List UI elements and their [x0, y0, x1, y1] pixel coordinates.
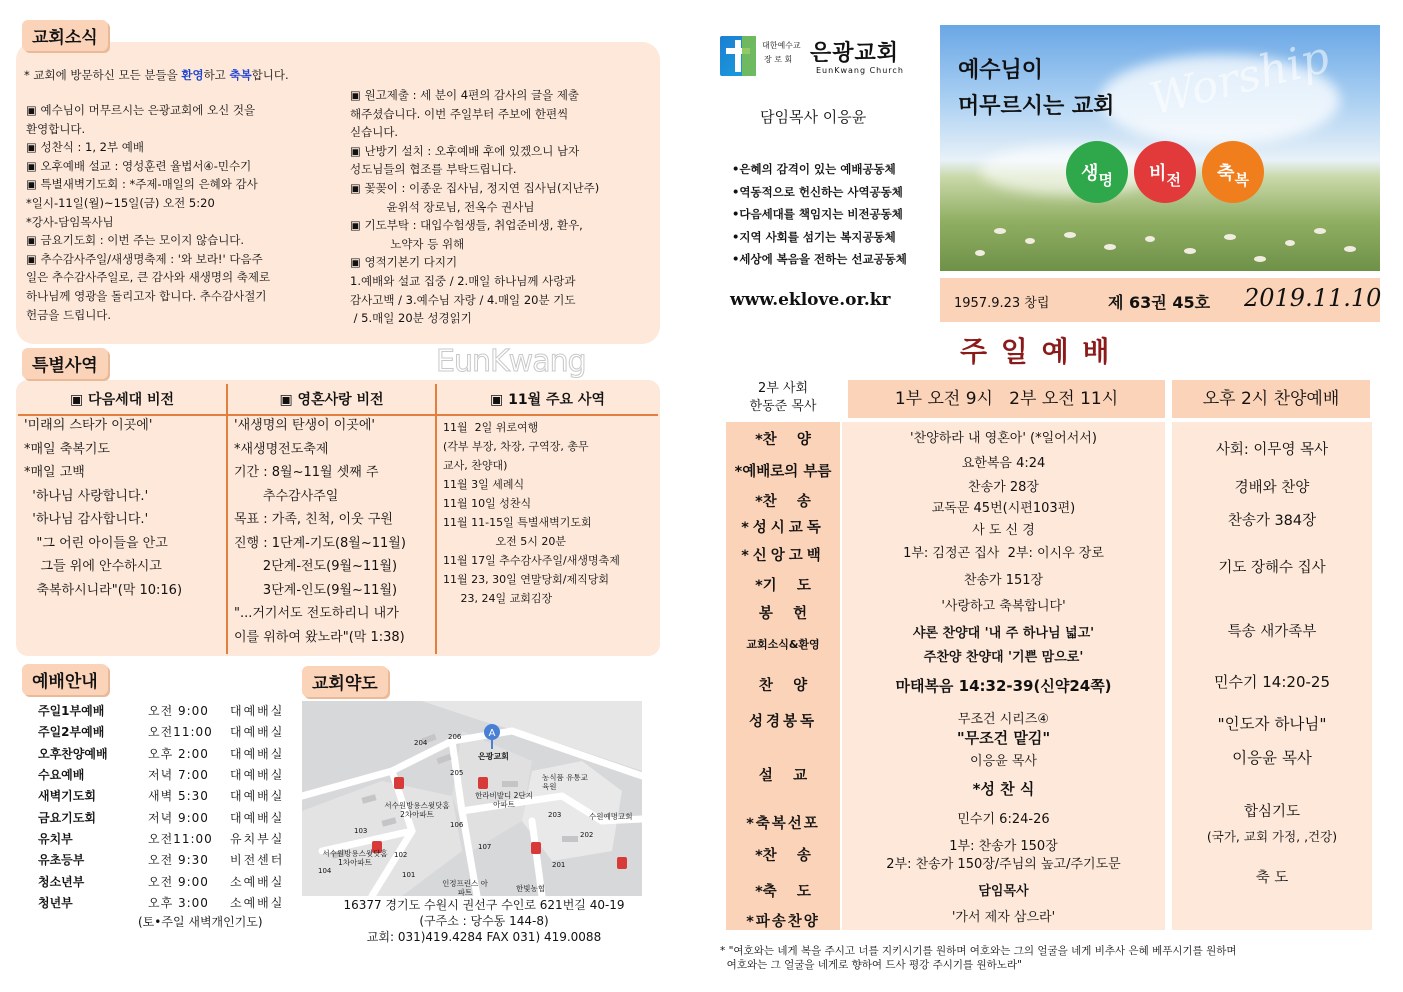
news-welcome: [24, 66, 289, 84]
news-line: 일은 추수감사주일로, 큰 감사와 새생명의 축제로: [26, 270, 271, 285]
morning-entry: 주찬양 찬양대 '기쁜 맘으로': [923, 650, 1084, 665]
banner-image: [940, 25, 1380, 271]
schedule-row: [38, 743, 298, 764]
map-label-202: 202: [580, 831, 594, 839]
schedule-row: [38, 700, 298, 721]
news-line: ▣ 기도부탁 : 대입수험생들, 취업준비생, 환우,: [350, 218, 583, 233]
news-line: 싣습니다.: [350, 125, 399, 140]
order-item: 봉 헌: [758, 606, 808, 622]
map-label-203: 203: [548, 811, 562, 819]
welcome-word-1: 환영: [181, 68, 204, 82]
news-line: ▣ 추수감사주일/새생명축제 : '와 보라!' 다음주: [26, 251, 263, 266]
afternoon-entry: 축 도: [1255, 870, 1289, 886]
sheep-field: [940, 201, 1380, 271]
map-label-apt1: 서수원방용스윗닷홈 2차아파트: [384, 801, 450, 819]
svg-text:A: A: [488, 728, 496, 739]
schedule-row: [38, 785, 298, 806]
vision-column-3: [437, 384, 658, 654]
service-info-title: 예배안내: [22, 664, 108, 695]
circle-life: [1066, 141, 1128, 203]
morning-entry: 요한복음 4:24: [961, 456, 1046, 471]
column-line: 그들 위에 안수하시고: [24, 559, 162, 574]
schedule-row: [38, 870, 298, 891]
map-label-suwon-church: 수원예명교회: [589, 812, 633, 821]
column-line: 11월 23, 30일 연말당회/제직당회: [443, 573, 609, 586]
news-line: ▣ 오후예배 설교 : 영성훈련 율법서④-민수기: [26, 158, 252, 173]
schedule-name: 청년부: [38, 895, 73, 910]
schedule-time: 저녁 7:00: [148, 768, 209, 783]
order-item: *파송찬양: [746, 914, 820, 930]
news-line: 헌금을 드립니다.: [26, 307, 112, 322]
church-name-en: EunKwang Church: [816, 66, 904, 75]
morning-entry: 담임목사: [978, 884, 1029, 899]
map-label-102: 102: [394, 851, 408, 859]
morning-entry: *성 찬 식: [972, 780, 1035, 798]
morning-entry: 찬송가 151장: [963, 573, 1044, 588]
column-line: '하나님 사랑합니다.': [24, 488, 149, 504]
map-label-107: 107: [478, 843, 492, 851]
schedule-place: 대예배실: [230, 810, 285, 825]
column-header: ▣ 영혼사랑 비전: [228, 384, 435, 416]
map-label-205: 205: [450, 769, 464, 777]
pastor-line: [760, 106, 866, 127]
church-logo: [720, 36, 920, 78]
column-line: 진행 : 1단계-기도(8월~11월): [234, 535, 406, 551]
column-line: 목표 : 가족, 친척, 이웃 구원: [234, 512, 393, 527]
sunday-service-title: 주 일 예 배: [960, 335, 1112, 368]
schedule-place: 소예배실: [230, 874, 285, 889]
column-header: ▣ 다음세대 비전: [18, 384, 226, 416]
schedule-place: 대예배실: [230, 746, 285, 761]
afternoon-header: 오후 2시 찬양예배: [1172, 380, 1370, 418]
schedule-time: 오전11:00: [148, 725, 213, 740]
map-label-104: 104: [318, 867, 332, 875]
welcome-text-mid: 하고: [203, 68, 230, 82]
issue-bar: [940, 278, 1380, 322]
order-item: *찬 송: [755, 494, 811, 510]
circle-vision: [1134, 141, 1196, 203]
news-line: 해주셨습니다. 이번 주일부터 주보에 한편씩: [350, 106, 569, 121]
logo-sub2: 장 로 회: [764, 55, 793, 64]
welcome-word-2: 축복: [229, 68, 252, 82]
column-line: *새생명전도축제: [234, 441, 329, 457]
circle-blessing-b: 복: [1234, 170, 1249, 189]
watermark-text: EunKwang: [436, 344, 586, 379]
benediction-footnote-1: * "여호와는 네게 복을 주시고 너를 지키시기를 원하며 여호와는 그의 얼굴을 네게 비추사 은혜 베푸시기를 원하며: [720, 945, 1237, 957]
schedule-name: 주일2부예배: [38, 725, 105, 740]
vision-column-1: [18, 384, 226, 654]
column-line: '하나님 감사합니다.': [24, 512, 149, 527]
schedule-row: [38, 764, 298, 785]
circle-blessing: [1202, 141, 1264, 203]
pastor-label: 담임목사: [760, 108, 818, 126]
vision-column-2: [228, 384, 435, 654]
news-line: *일시-11일(월)~15일(금) 오전 5:20: [26, 195, 215, 210]
banner-line1: 예수님이: [958, 58, 1044, 83]
circle-life-b: 명: [1098, 170, 1113, 189]
order-item: 설 교: [758, 768, 808, 784]
afternoon-entry: 찬송가 384장: [1227, 513, 1317, 529]
news-line: 환영합니다.: [26, 121, 86, 136]
map-label-apt3: 서수원방용스윗닷홈 1차아파트: [322, 849, 388, 867]
news-right-column: [350, 86, 652, 328]
schedule-place: 소예배실: [230, 895, 285, 910]
morning-entry: 1부: 찬송가 150장: [949, 839, 1058, 854]
news-line: ▣ 예수님이 머무르시는 은광교회에 오신 것을: [26, 103, 256, 117]
morning-entry: 샤론 찬양대 '내 주 하나님 넓고': [912, 626, 1095, 641]
order-item: 성경봉독: [748, 714, 818, 730]
vision-bullet: •세상에 복음을 전하는 선교공동체: [732, 252, 907, 266]
column-line: *매일 고백: [24, 465, 85, 480]
morning-entry: '가서 제자 삼으라': [951, 910, 1056, 925]
column-line: 기간 : 8월~11월 셋째 주: [234, 465, 379, 480]
benediction-footnote-2: 여호와는 그 얼굴을 네게로 향하여 드사 평강 주시기를 원하노라": [720, 959, 1022, 971]
founded-date: 1957.9.23 창립: [954, 296, 1050, 311]
schedule-time: 오전 9:00: [148, 704, 209, 719]
church-name: 은광교회: [810, 41, 900, 66]
schedule-name: 주일1부예배: [38, 704, 105, 719]
schedule-name: 수요예배: [38, 768, 85, 783]
afternoon-entry: "인도자 하나님": [1217, 715, 1327, 733]
morning-order: [842, 422, 1165, 930]
news-line: *강사-담임목사님: [26, 214, 114, 229]
worship-script: Worship: [1144, 31, 1335, 126]
order-item: *성시교독: [741, 520, 825, 536]
morning-entry: 2부: 찬송가 150장/주님의 높고/주기도문: [886, 857, 1121, 872]
schedule-time: 저녁 9:00: [148, 810, 209, 825]
column-line: '새생명의 탄생이 이곳에': [234, 418, 375, 433]
schedule-row: [38, 849, 298, 870]
map-old-address: (구주소 : 당수동 144-8): [419, 914, 549, 928]
morning-entry: 마태복음 14:32-39(신약24쪽): [895, 677, 1112, 695]
map-address: 16377 경기도 수원시 권선구 수인로 621번길 40-19: [343, 898, 625, 912]
afternoon-order: [1172, 422, 1372, 930]
schedule-name: 오후찬양예배: [38, 746, 108, 761]
special-title: 특별사역: [22, 348, 108, 379]
column-line: 2단계-전도(9월~11월): [234, 559, 398, 574]
column-line: *매일 축복기도: [24, 441, 110, 457]
column-line: "그 어린 아이들을 안고: [24, 535, 168, 551]
volume-number: 제 63권 45호: [1108, 293, 1211, 312]
afternoon-entry: 경배와 찬양: [1234, 480, 1310, 496]
schedule-time: 오후 3:00: [148, 895, 209, 910]
order-item: *찬 송: [755, 848, 811, 864]
morning-entry: 이응윤 목사: [970, 754, 1037, 769]
column-line: 11월 11-15일 특별새벽기도회: [443, 516, 592, 529]
map-label-204: 204: [414, 739, 428, 747]
news-line: 노약자 등 위해: [350, 236, 465, 251]
order-items: [726, 422, 840, 930]
schedule-time: 새벽 5:30: [148, 789, 209, 804]
map-label-apt4: 인정프린스 아파트: [442, 879, 488, 896]
schedule-place: 대예배실: [230, 725, 285, 740]
host-name: 한동준 목사: [749, 399, 817, 414]
vision-bullet: •역동적으로 헌신하는 사역공동체: [732, 184, 903, 199]
map-phone: 교회: 031)419.4284 FAX 031) 419.0088: [366, 930, 602, 944]
vision-bullet: •지역 사회를 섬기는 복지공동체: [732, 229, 896, 244]
news-line: 성도님들의 협조를 부탁드립니다.: [350, 162, 517, 177]
news-line: 1.예배와 설교 집중 / 2.매일 하나님께 사랑과: [350, 273, 576, 288]
map-title: 교회약도: [302, 666, 388, 697]
morning-entry: 민수기 6:24-26: [957, 812, 1050, 827]
morning-entry: '찬양하라 내 영혼아' (*일어서서): [910, 431, 1097, 446]
schedule-row: [38, 721, 298, 742]
news-line: / 5.매일 20분 성경읽기: [350, 311, 472, 326]
map-label-106: 106: [450, 821, 464, 829]
schedule-row: [38, 828, 298, 849]
church-vision-list: [732, 158, 907, 271]
map-label-church: 은광교회: [478, 752, 509, 761]
order-item: *축 도: [755, 884, 811, 900]
welcome-text-pre: * 교회에 방문하신 모든 분들을: [24, 68, 182, 82]
service-schedule: [38, 700, 298, 913]
news-line: ▣ 성찬식 : 1, 2부 예배: [26, 140, 144, 155]
map-label-market: 농식품 유통교육원: [542, 773, 588, 791]
news-line: 하나님께 영광을 돌리고자 합니다. 추수감사절기: [26, 288, 267, 303]
order-item: *찬 양: [755, 432, 811, 448]
schedule-name: 유초등부: [38, 853, 85, 868]
circle-blessing-a: 축: [1217, 163, 1235, 184]
order-item: 교회소식&환영: [746, 638, 820, 651]
afternoon-entry: 사회: 이무영 목사: [1215, 442, 1329, 458]
morning-entry: 교독문 45번(시편103편): [931, 501, 1076, 516]
column-line: 11월 3일 세례식: [443, 478, 525, 491]
schedule-name: 새벽기도회: [38, 789, 96, 804]
website-link[interactable]: www.eklove.or.kr: [730, 290, 891, 310]
order-item: *신앙고백: [741, 548, 825, 564]
order-item: 찬 양: [758, 678, 808, 694]
column-line: 이를 위하여 왔노라"(막 1:38): [234, 629, 405, 645]
schedule-place: 대예배실: [230, 789, 285, 804]
schedule-name: 유치부: [38, 831, 73, 846]
schedule-time: 오후 2:00: [148, 746, 209, 761]
schedule-place: 대예배실: [230, 704, 285, 719]
schedule-name: 청소년부: [38, 874, 85, 889]
map-label-206: 206: [448, 733, 462, 741]
news-line: ▣ 난방기 설치 : 오후예배 후에 있겠으니 남자: [350, 143, 580, 158]
order-item: *예배로의 부름: [734, 464, 832, 480]
welcome-text-post: 합니다.: [251, 68, 289, 82]
schedule-note: (토•주일 새벽개인기도): [138, 915, 263, 929]
news-left-column: [26, 101, 338, 324]
news-line: ▣ 영적기본기 다지기: [350, 255, 458, 270]
morning-entry: "무조건 맡김": [956, 729, 1051, 747]
column-line: 3단계-인도(9월~11월): [234, 582, 398, 598]
circle-vision-b: 전: [1166, 170, 1181, 189]
vision-bullet: •다음세대를 책임지는 비전공동체: [732, 207, 903, 221]
column-line: 11월 10일 성찬식: [443, 497, 532, 510]
column-header: ▣ 11월 주요 사역: [437, 384, 658, 416]
schedule-place: 비전센터: [230, 853, 285, 868]
news-line: 감사고백 / 3.예수님 자랑 / 4.매일 20분 기도: [350, 292, 576, 307]
column-line: 23, 24일 교회김장: [443, 592, 553, 605]
column-line: 교사, 찬양대): [443, 459, 508, 472]
schedule-time: 오전11:00: [148, 831, 213, 846]
afternoon-entry: 이응윤 목사: [1232, 749, 1312, 767]
column-line: 11월 17일 추수감사주일/새생명축제: [443, 554, 620, 567]
column-line: (각부 부장, 차장, 구역장, 총무: [443, 440, 589, 453]
morning-header: 1부 오전 9시 2부 오전 11시: [848, 380, 1165, 418]
schedule-name: 금요기도회: [38, 810, 96, 825]
afternoon-entry: (국가, 교회 가정, ,건강): [1206, 829, 1338, 844]
circle-vision-a: 비: [1149, 163, 1167, 184]
map-label-bank: 한빛농협: [516, 884, 545, 893]
afternoon-entry: 합심기도: [1243, 804, 1301, 820]
morning-entry: 무조건 시리즈④: [957, 712, 1050, 727]
schedule-place: 유치부실: [230, 831, 285, 846]
map-label-103: 103: [354, 827, 368, 835]
church-map[interactable]: [302, 701, 642, 896]
morning-entry: 사 도 신 경: [972, 523, 1035, 538]
column-line: 오전 5시 20분: [443, 535, 566, 548]
banner-line2: 머무르시는 교회: [958, 94, 1115, 119]
news-line: ▣ 꽃꽂이 : 이종운 집사님, 정지연 집사님(지난주): [350, 180, 600, 195]
issue-date: 2019.11.10: [1244, 284, 1382, 312]
morning-entry: 찬송가 28장: [968, 480, 1039, 495]
column-line: 추수감사주일: [234, 488, 339, 504]
afternoon-entry: 민수기 14:20-25: [1214, 673, 1330, 691]
order-item: *축복선포: [746, 816, 820, 832]
column-line: 11월 2일 위로여행: [443, 421, 539, 434]
news-line: 윤위석 장로님, 전옥수 권사님: [350, 199, 535, 214]
morning-entry: '사랑하고 축복합니다': [941, 599, 1066, 614]
afternoon-entry: 기도 장해수 집사: [1218, 560, 1326, 576]
morning-entry: 1부: 김정곤 집사 2부: 이시우 장로: [903, 546, 1104, 561]
news-line: ▣ 금요기도회 : 이번 주는 모이지 않습니다.: [26, 233, 245, 248]
schedule-time: 오전 9:00: [148, 874, 209, 889]
schedule-time: 오전 9:30: [148, 853, 209, 868]
map-label-101: 101: [402, 871, 416, 879]
schedule-row: [38, 892, 298, 913]
host-label: 2부 사회: [757, 381, 809, 396]
cross-icon: [720, 36, 756, 76]
map-label-apt2: 한라비발디 2단지아파트: [475, 791, 533, 809]
news-title: 교회소식: [22, 20, 108, 51]
afternoon-entry: 특송 새가족부: [1227, 624, 1317, 640]
schedule-place: 대예배실: [230, 768, 285, 783]
schedule-row: [38, 806, 298, 827]
news-line: ▣ 원고제출 : 세 분이 4편의 감사의 글을 제출: [350, 88, 580, 102]
column-line: '미래의 스타가 이곳에': [24, 418, 153, 433]
map-label-201: 201: [552, 861, 566, 869]
vision-bullet: •은혜의 감격이 있는 예배공동체: [732, 162, 896, 176]
order-item: *기 도: [755, 578, 811, 594]
circle-life-a: 생: [1081, 163, 1099, 184]
pastor-name: 이응윤: [822, 108, 867, 126]
column-line: 축복하시니라"(막 10:16): [24, 582, 183, 598]
column-line: "...거기서도 전도하리니 내가: [234, 606, 399, 621]
logo-sub1: 대한예수교: [762, 41, 801, 50]
news-line: ▣ 특별새벽기도회 : *주제-매일의 은혜와 감사: [26, 177, 258, 192]
